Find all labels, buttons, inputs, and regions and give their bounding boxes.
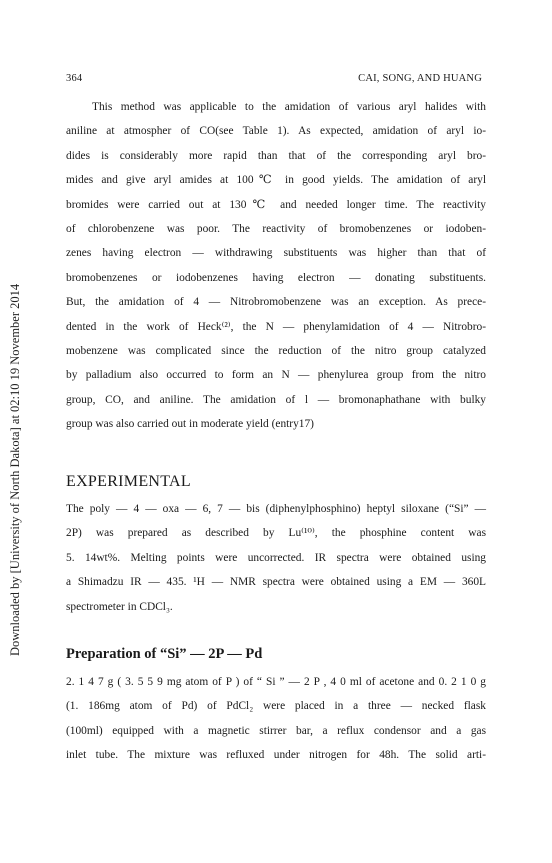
text-line: of chlorobenzene was poor. The reactivity of bromobenzenes or iodoben- (66, 222, 486, 235)
text-line: aniline at atmospher of CO(see Table 1). As expected, amidation of aryl io- (66, 125, 486, 138)
text-line: inlet tube. The mixture was refluxed under nitrogen for 48h. The solid arti- (66, 749, 486, 762)
text-line: group, CO, and aniline. The amidation of l — bromonaphathane with bulky (66, 393, 486, 406)
preparation-heading: Preparation of “Si” — 2P — Pd (66, 646, 263, 662)
text-line: zenes having electron — withdrawing substituents was higher than that of (66, 247, 486, 260)
text-line: dented in the work of Heck⁽²⁾, the N — phenylamidation of 4 — Nitrobro- (66, 320, 486, 333)
text-line: (1. 186mg atom of Pd) of PdCl₂ were placed in a three — necked flask (66, 700, 486, 713)
text-line: (100ml) equipped with a magnetic stirrer bar, a reflux condensor and a gas (66, 724, 486, 737)
preparation-paragraph (66, 670, 486, 768)
text-line: 5. 14wt%. Melting points were uncorrected. IR spectra were obtained using (66, 551, 486, 564)
experimental-heading: EXPERIMENTAL (66, 473, 191, 490)
text-line: spectrometer in CDCl₃. (66, 600, 173, 613)
text-line: 2P) was prepared as described by Lu⁽¹⁰⁾, the phosphine content was (66, 527, 486, 540)
text-line: bromides were carried out at 130℃ and needed longer time. The reactivity (66, 198, 486, 211)
page-number: 364 (66, 73, 83, 84)
running-head: CAI, SONG, AND HUANG (358, 73, 482, 84)
text-line: dides is considerably more rapid than that of the corresponding aryl bro- (66, 149, 486, 162)
text-line: 2. 1 4 7 g ( 3. 5 5 9 mg atom of P ) of “ Si ” — 2 P , 4 0 ml of acetone and 0. 2 1 0 g (66, 676, 486, 688)
text-line: But, the amidation of 4 — Nitrobromobenzene was an exception. As prece- (66, 296, 486, 309)
text-line: by palladium also occurred to form an N — phenylurea group from the nitro (66, 369, 486, 382)
text-line: group was also carried out in moderate yield (entry17) (66, 418, 314, 431)
download-notice: Downloaded by [University of North Dakota] at 02:10 19 November 2014 (8, 283, 22, 656)
experimental-paragraph (66, 497, 486, 619)
text-line: bromobenzenes or iodobenzenes having electron — donating substituents. (66, 271, 486, 284)
text-line: mobenzene was complicated since the reduction of the nitro group catalyzed (66, 344, 486, 357)
text-line: The poly — 4 — oxa — 6, 7 — bis (diphenylphosphino) heptyl siloxane (“Si” — (66, 503, 486, 515)
text-line: mides and give aryl amides at 100℃ in good yields. The amidation of aryl (66, 174, 486, 187)
results-paragraph (66, 95, 486, 436)
text-line: a Shimadzu IR — 435. ¹H — NMR spectra were obtained using a EM — 360L (66, 576, 486, 589)
text-line: This method was applicable to the amidation of various aryl halides with (92, 101, 486, 113)
